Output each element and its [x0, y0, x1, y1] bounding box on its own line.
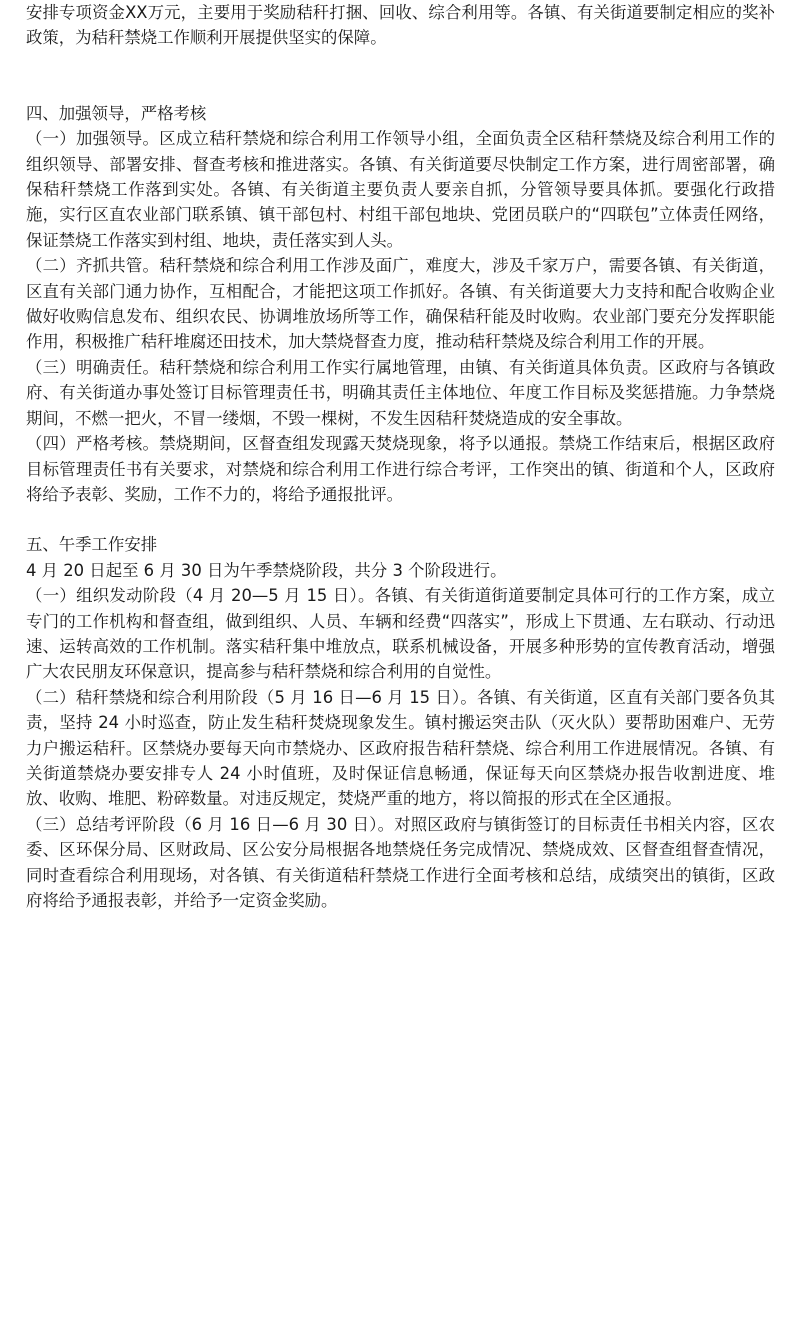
section5-intro: 4 月 20 日起至 6 月 30 日为午季禁烧阶段，共分 3 个阶段进行。: [26, 560, 507, 580]
section5-paragraph-3: （三）总结考评阶段（6 月 16 日—6 月 30 日）。对照区政府与镇街签订的目标责任书相关内容，区农委、区环保分局、区财政局、区公安分局根据各地禁烧任务完成情况、禁烧成效、区督查组督查情况，同时查看综合利用现场，对各镇、有关街道秸秆禁烧工作进行全面考核和总结，成绩突出的镇街，区政府将给予通报表彰，并给予一定资金奖励。: [26, 814, 775, 910]
section4-paragraph-1: （一）加强领导。区成立秸秆禁烧和综合利用工作领导小组，全面负责全区秸秆禁烧及综合利用工作的组织领导、部署安排、督查考核和推进落实。各镇、有关街道要尽快制定工作方案，进行周密部署，确保秸秆禁烧工作落到实处。各镇、有关街道主要负责人要亲自抓，分管领导要具体抓。要强化行政措施，实行区直农业部门联系镇、镇干部包村、村组干部包地块、党团员联户的“四联包”立体责任网络，保证禁烧工作落实到村组、地块，责任落实到人头。: [26, 129, 775, 250]
section4-paragraph-3: （三）明确责任。秸秆禁烧和综合利用工作实行属地管理，由镇、有关街道具体负责。区政府与各镇政府、有关街道办事处签订目标管理责任书，明确其责任主体地位、年度工作目标及奖惩措施。力争禁烧期间，不燃一把火，不冒一缕烟，不毁一棵树，不发生因秸秆焚烧造成的安全事故。: [26, 357, 775, 428]
section4-paragraph-4: （四）严格考核。禁烧期间，区督查组发现露天焚烧现象，将予以通报。禁烧工作结束后，根据区政府目标管理责任书有关要求，对禁烧和综合利用工作进行综合考评，工作突出的镇、街道和个人，区政府将给予表彰、奖励，工作不力的，将给予通报批评。: [26, 434, 775, 504]
section5-paragraph-1: （一）组织发动阶段（4 月 20—5 月 15 日）。各镇、有关街道街道要制定具体可行的工作方案，成立专门的工作机构和督查组，做到组织、人员、车辆和经费“四落实”，形成上下贯通、左右联动、行动迅速、运转高效的工作机制。落实秸秆集中堆放点，联系机械设备，开展多种形势的宣传教育活动，增强广大农民朋友环保意识，提高参与秸秆禁烧和综合利用的自觉性。: [26, 586, 775, 682]
section4-paragraph-2: （二）齐抓共管。秸秆禁烧和综合利用工作涉及面广，难度大，涉及千家万户，需要各镇、有关街道，区直有关部门通力协作，互相配合，才能把这项工作抓好。各镇、有关街道要大力支持和配合收购企业做好收购信息发布、组织农民、协调堆放场所等工作，确保秸秆能及时收购。农业部门要充分发挥职能作用，积极推广秸秆堆腐还田技术，加大禁烧督查力度，推动秸秆禁烧及综合利用工作的开展。: [26, 256, 775, 352]
intro-tail-paragraph: 安排专项资金XX万元，主要用于奖励秸秆打捆、回收、综合利用等。各镇、有关街道要制定相应的奖补政策，为秸秆禁烧工作顺利开展提供坚实的保障。: [26, 3, 775, 48]
section5-paragraph-2: （二）秸秆禁烧和综合利用阶段（5 月 16 日—6 月 15 日）。各镇、有关街道，区直有关部门要各负其责，坚持 24 小时巡查，防止发生秸秆焚烧现象发生。镇村搬运突击队（灭火队）要帮助困难户、无劳力户搬运秸秆。区禁烧办要每天向市禁烧办、区政府报告秸秆禁烧、综合利用工作进展情况。各镇、有关街道禁烧办要安排专人 24 小时值班，及时保证信息畅通，保证每天向区禁烧办报告收割进度、堆放、收购、堆肥、粉碎数量。对违反规定，焚烧严重的地方，将以简报的形式在全区通报。: [26, 687, 775, 809]
section5-title: 五、午季工作安排: [26, 535, 158, 555]
section4-title: 四、加强领导，严格考核: [26, 103, 207, 123]
